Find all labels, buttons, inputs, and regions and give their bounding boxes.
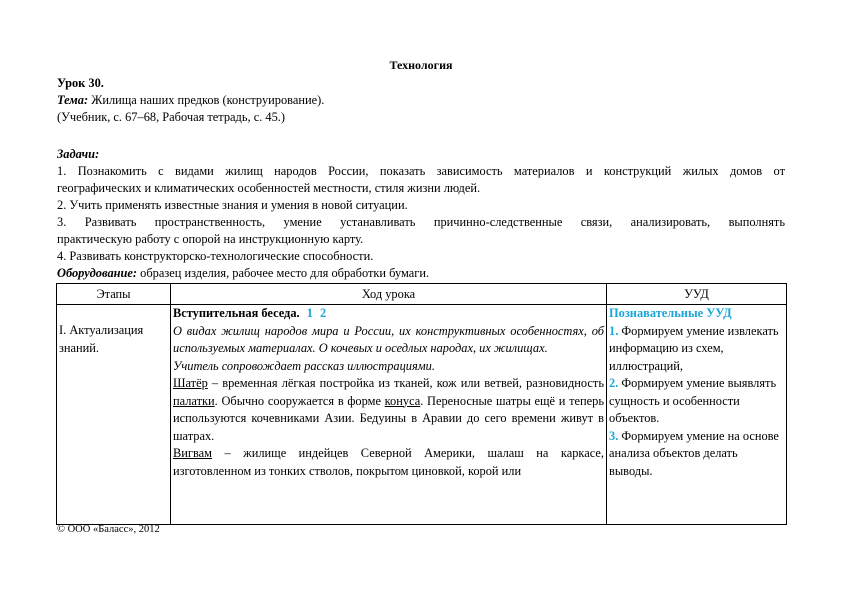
task-4: 4. Развивать конструкторско-технологические способности. <box>57 249 374 263</box>
stage-text: I. Актуализация знаний. <box>59 323 144 355</box>
task-2: 2. Учить применять известные знания и умения в новой ситуации. <box>57 198 408 212</box>
topic-line <box>57 92 785 109</box>
task-3-line-2: практическую работу с опорой на инструкционную карту. <box>57 232 364 246</box>
equipment-label: Оборудование: <box>57 266 138 280</box>
uud-item-1 <box>609 323 784 376</box>
table-row <box>57 305 787 525</box>
uud-title: Познавательные УУД <box>609 306 732 320</box>
conversation-label: Вступительная беседа. <box>173 306 300 320</box>
table-header-row <box>57 284 787 305</box>
lesson-flow-cell <box>171 305 607 525</box>
header-lesson-flow: Ход урока <box>171 284 607 305</box>
tent-text-a: – временная лёгкая постройка из тканей, кож или ветвей, разновидность <box>207 376 604 390</box>
task-1-line-1: 1. Познакомить с видами жилищ народов России, показать зависимость материалов и конструкций жилых домов от <box>57 164 785 178</box>
tent-text-b: . Обычно сооружается в форме <box>214 393 385 408</box>
tent-paragraph <box>173 375 604 445</box>
teacher-note: Учитель сопровождает рассказ иллюстрациями. <box>173 358 435 373</box>
intro-italic: О видах жилищ народов мира и России, их конструктивных особенностях, об используемых материалах. О кочевых и оседлых народах, их жилищах. <box>173 323 604 355</box>
uud-item-3-text: Формируем умение на основе анализа объектов делать выводы. <box>609 428 779 478</box>
slide-number-1: 1 <box>306 306 313 320</box>
tasks-label: Задачи: <box>57 147 100 161</box>
tent-link-cone[interactable]: конуса <box>384 393 421 408</box>
tent-term: Шатёр <box>173 376 208 390</box>
topic-label: Тема: <box>57 93 89 107</box>
subject-title: Технология <box>389 58 453 72</box>
tent-link-tent[interactable]: палатки <box>173 393 215 408</box>
uud-item-2-text: Формируем умение выявлять сущность и особенности объектов. <box>609 376 777 425</box>
uud-item-1-number: 1. <box>609 323 619 338</box>
wigwam-paragraph <box>173 445 604 480</box>
lesson-table <box>56 283 787 525</box>
uud-item-2 <box>609 375 784 428</box>
topic-text: Жилища наших предков (конструирование). <box>88 93 325 107</box>
stage-cell <box>57 305 171 525</box>
equipment-line <box>57 265 785 282</box>
lesson-number: Урок 30. <box>57 76 104 90</box>
uud-item-3-number: 3. <box>609 428 619 443</box>
uud-item-1-text: Формируем умение извлекать информацию из схем, иллюстраций, <box>609 323 779 373</box>
tent-text-c: . Переносные шатры ещё и теперь используются кочевниками Азии. Бедуины в Аравии до сего времени живут в шатрах. <box>173 393 604 443</box>
wigwam-term: Вигвам <box>173 446 213 460</box>
uud-cell <box>607 305 787 525</box>
copyright: © ООО «Баласс», 2012 <box>57 524 160 535</box>
slide-number-2: 2 <box>320 306 327 320</box>
equipment-text: образец изделия, рабочее место для обработки бумаги. <box>137 266 430 280</box>
task-1-line-2: географических и климатических особенностей местности, стиля жизни людей. <box>57 181 481 195</box>
task-3-line-1: 3. Развивать пространственность, умение устанавливать причинно-следственные связи, анализировать, выполнять <box>57 215 785 229</box>
textbook-reference: (Учебник, с. 67–68, Рабочая тетрадь, с. 45.) <box>57 110 286 124</box>
header-uud: УУД <box>607 284 787 305</box>
wigwam-text: – жилище индейцев Северной Америки, шалаш на каркасе, изготовленном из тонких стволов, покрытом циновкой, корой или <box>173 446 604 478</box>
uud-item-2-number: 2. <box>609 376 619 390</box>
conversation-heading <box>173 305 604 323</box>
header-stages: Этапы <box>57 284 171 305</box>
uud-item-3 <box>609 428 784 481</box>
